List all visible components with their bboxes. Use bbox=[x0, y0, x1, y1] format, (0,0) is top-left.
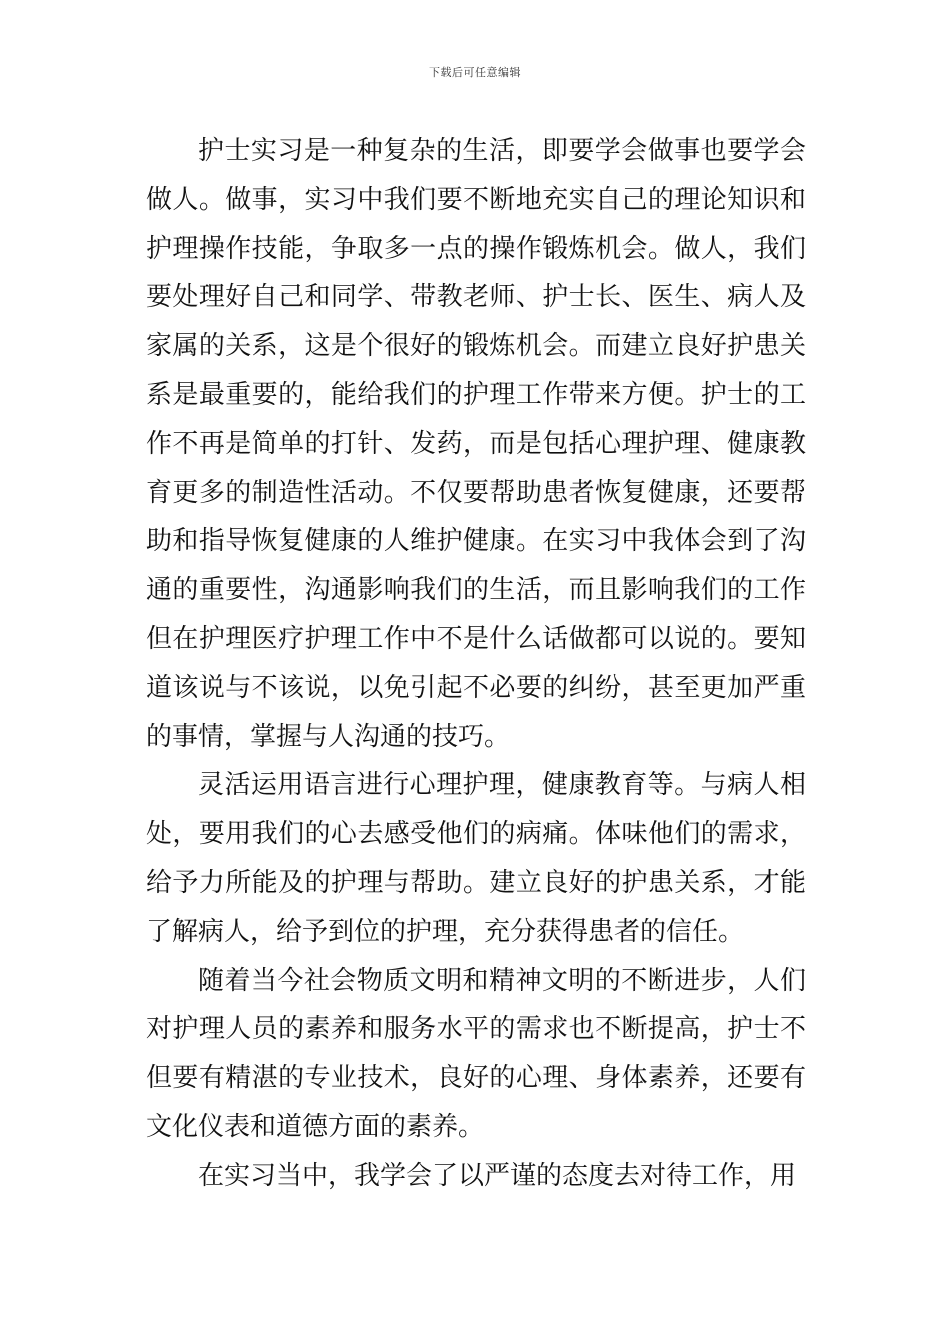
page-header-note: 下载后可任意编辑 bbox=[429, 66, 521, 79]
paragraph-3: 随着当今社会物质文明和精神文明的不断进步，人们对护理人员的素养和服务水平的需求也不断提高，护士不但要有精湛的专业技术，良好的心理、身体素养，还要有文化仪表和道德方面的素养。 bbox=[146, 965, 806, 1142]
paragraph-1: 护士实习是一种复杂的生活，即要学会做事也要学会做人。做事，实习中我们要不断地充实自己的理论知识和护理操作技能，争取多一点的操作锻炼机会。做人，我们要处理好自己和同学、带教老师、护士长、医生、病人及家属的关系，这是个很好的锻炼机会。而建立良好护患关系是最重要的，能给我们的护理工作带来方便。护士的工作不再是简单的打针、发药，而是包括心理护理、健康教育更多的制造性活动。不仅要帮助患者恢复健康，还要帮助和指导恢复健康的人维护健康。在实习中我体会到了沟通的重要性，沟通影响我们的生活，而且影响我们的工作但在护理医疗护理工作中不是什么话做都可以说的。要知道该说与不该说，以免引起不必要的纠纷，甚至更加严重的事情，掌握与人沟通的技巧。 bbox=[146, 136, 806, 752]
document-body bbox=[146, 127, 806, 1201]
paragraph-2: 灵活运用语言进行心理护理，健康教育等。与病人相处，要用我们的心去感受他们的病痛。体味他们的需求，给予力所能及的护理与帮助。建立良好的护患关系，才能了解病人，给予到位的护理，充分获得患者的信任。 bbox=[146, 770, 806, 947]
paragraph-4: 在实习当中，我学会了以严谨的态度去对待工作，用 bbox=[198, 1160, 797, 1191]
